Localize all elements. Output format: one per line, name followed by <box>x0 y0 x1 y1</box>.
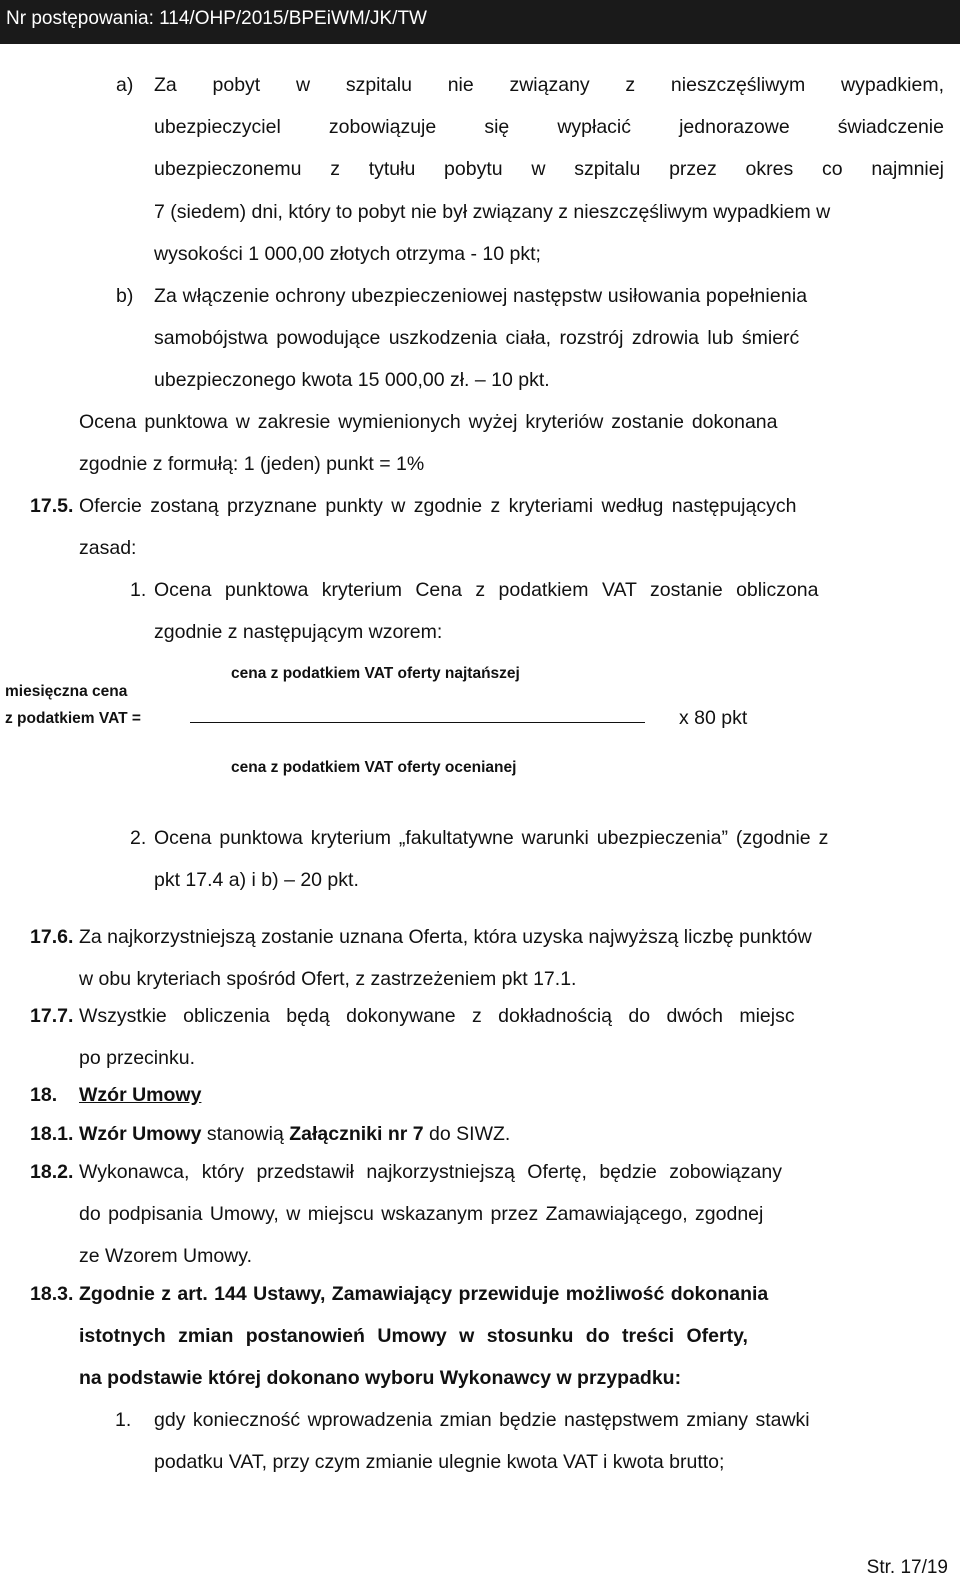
formula-numerator: cena z podatkiem VAT oferty najtańszej <box>231 665 520 682</box>
s18-2-line-2: do podpisania Umowy, w miejscu wskazanym przez Zamawiającego, zgodnej <box>79 1203 764 1225</box>
list-a-line-1: Za pobyt w szpitalu nie związany z nieszczęśliwym wypadkiem, <box>154 74 944 96</box>
formula-left-line-1: miesięczna cena <box>5 683 128 700</box>
section-number-18-1: 18.1. <box>30 1123 74 1145</box>
list-a-line-2: ubezpieczyciel zobowiązuje się wypłacić jednorazowe świadczenie <box>154 116 944 138</box>
s18-3-item1-line-2: podatku VAT, przy czym zmianie ulegnie kwota VAT i kwota brutto; <box>154 1451 725 1473</box>
s17-6-line-2: w obu kryteriach spośród Ofert, z zastrzeżeniem pkt 17.1. <box>79 968 577 990</box>
s18-1-line <box>79 1122 510 1146</box>
formula-fraction-line <box>190 722 645 723</box>
s17-5-item1-line-1: Ocena punktowa kryterium Cena z podatkiem VAT zostanie obliczona <box>154 579 819 601</box>
formula-multiplier: x 80 pkt <box>679 707 748 729</box>
s18-3-item1-line-1: gdy konieczność wprowadzenia zmian będzie następstwem zmiany stawki <box>154 1409 810 1431</box>
s17-6-line-1: Za najkorzystniejszą zostanie uznana Oferta, która uzyska najwyższą liczbę punktów <box>79 926 812 948</box>
s18-2-line-3: ze Wzorem Umowy. <box>79 1245 252 1267</box>
s18-1-part4: do SIWZ. <box>423 1123 511 1145</box>
s17-7-line-1: Wszystkie obliczenia będą dokonywane z dokładnością do dwóch miejsc <box>79 1005 795 1027</box>
section-number-18-3: 18.3. <box>30 1283 74 1305</box>
section-number-18: 18. <box>30 1084 58 1106</box>
list-b-line-3: ubezpieczonego kwota 15 000,00 zł. – 10 pkt. <box>154 369 550 391</box>
section-title-18: Wzór Umowy <box>79 1084 202 1106</box>
list-a-line-3: ubezpieczonemu z tytułu pobytu w szpitalu przez okres co najmniej <box>154 158 944 180</box>
document-header <box>0 0 960 44</box>
item2-line-1: Ocena punktowa kryterium „fakultatywne warunki ubezpieczenia” (zgodnie z <box>154 827 829 849</box>
s18-2-line-1: Wykonawca, który przedstawił najkorzystniejszą Ofertę, będzie zobowiązany <box>79 1161 782 1183</box>
ocena-note-line-2: zgodnie z formułą: 1 (jeden) punkt = 1% <box>79 453 425 475</box>
s18-3-line-1: Zgodnie z art. 144 Ustawy, Zamawiający przewiduje możliwość dokonania <box>79 1283 769 1305</box>
formula-left-line-2: z podatkiem VAT = <box>5 710 141 727</box>
item2-marker: 2. <box>130 827 147 849</box>
section-number-17-7: 17.7. <box>30 1005 74 1027</box>
header-title: Nr postępowania: 114/OHP/2015/BPEiWM/JK/TW <box>6 8 427 29</box>
list-marker-a: a) <box>116 74 134 96</box>
s18-1-part1: Wzór Umowy <box>79 1123 202 1145</box>
s17-5-line-2: zasad: <box>79 537 137 559</box>
section-number-18-2: 18.2. <box>30 1161 74 1183</box>
s18-3-item1-marker: 1. <box>115 1409 132 1431</box>
list-a-line-5: wysokości 1 000,00 złotych otrzyma - 10 pkt; <box>154 243 541 265</box>
section-number-17-6: 17.6. <box>30 926 74 948</box>
item2-line-2: pkt 17.4 a) i b) – 20 pkt. <box>154 869 359 891</box>
page-number: Str. 17/19 <box>866 1557 948 1578</box>
formula-denominator: cena z podatkiem VAT oferty ocenianej <box>231 759 517 776</box>
list-a-line-4: 7 (siedem) dni, który to pobyt nie był związany z nieszczęśliwym wypadkiem w <box>154 201 831 223</box>
ocena-note-line-1: Ocena punktowa w zakresie wymienionych wyżej kryteriów zostanie dokonana <box>79 411 778 433</box>
s18-3-line-3: na podstawie której dokonano wyboru Wykonawcy w przypadku: <box>79 1367 682 1389</box>
s18-3-line-2: istotnych zmian postanowień Umowy w stosunku do treści Oferty, <box>79 1325 748 1347</box>
s17-5-item1-line-2: zgodnie z następującym wzorem: <box>154 621 443 643</box>
s17-7-line-2: po przecinku. <box>79 1047 195 1069</box>
list-b-line-1: Za włączenie ochrony ubezpieczeniowej następstw usiłowania popełnienia <box>154 285 808 307</box>
s17-5-line-1: Ofercie zostaną przyznane punkty w zgodnie z kryteriami według następujących <box>79 495 797 517</box>
s18-1-part3: Załączniki nr 7 <box>289 1123 424 1145</box>
list-marker-b: b) <box>116 285 134 307</box>
s17-5-item1-marker: 1. <box>130 579 147 601</box>
s18-1-part2: stanowią <box>201 1123 290 1145</box>
list-b-line-2: samobójstwa powodujące uszkodzenia ciała, rozstrój zdrowia lub śmierć <box>154 327 800 349</box>
section-number-17-5: 17.5. <box>30 495 74 517</box>
